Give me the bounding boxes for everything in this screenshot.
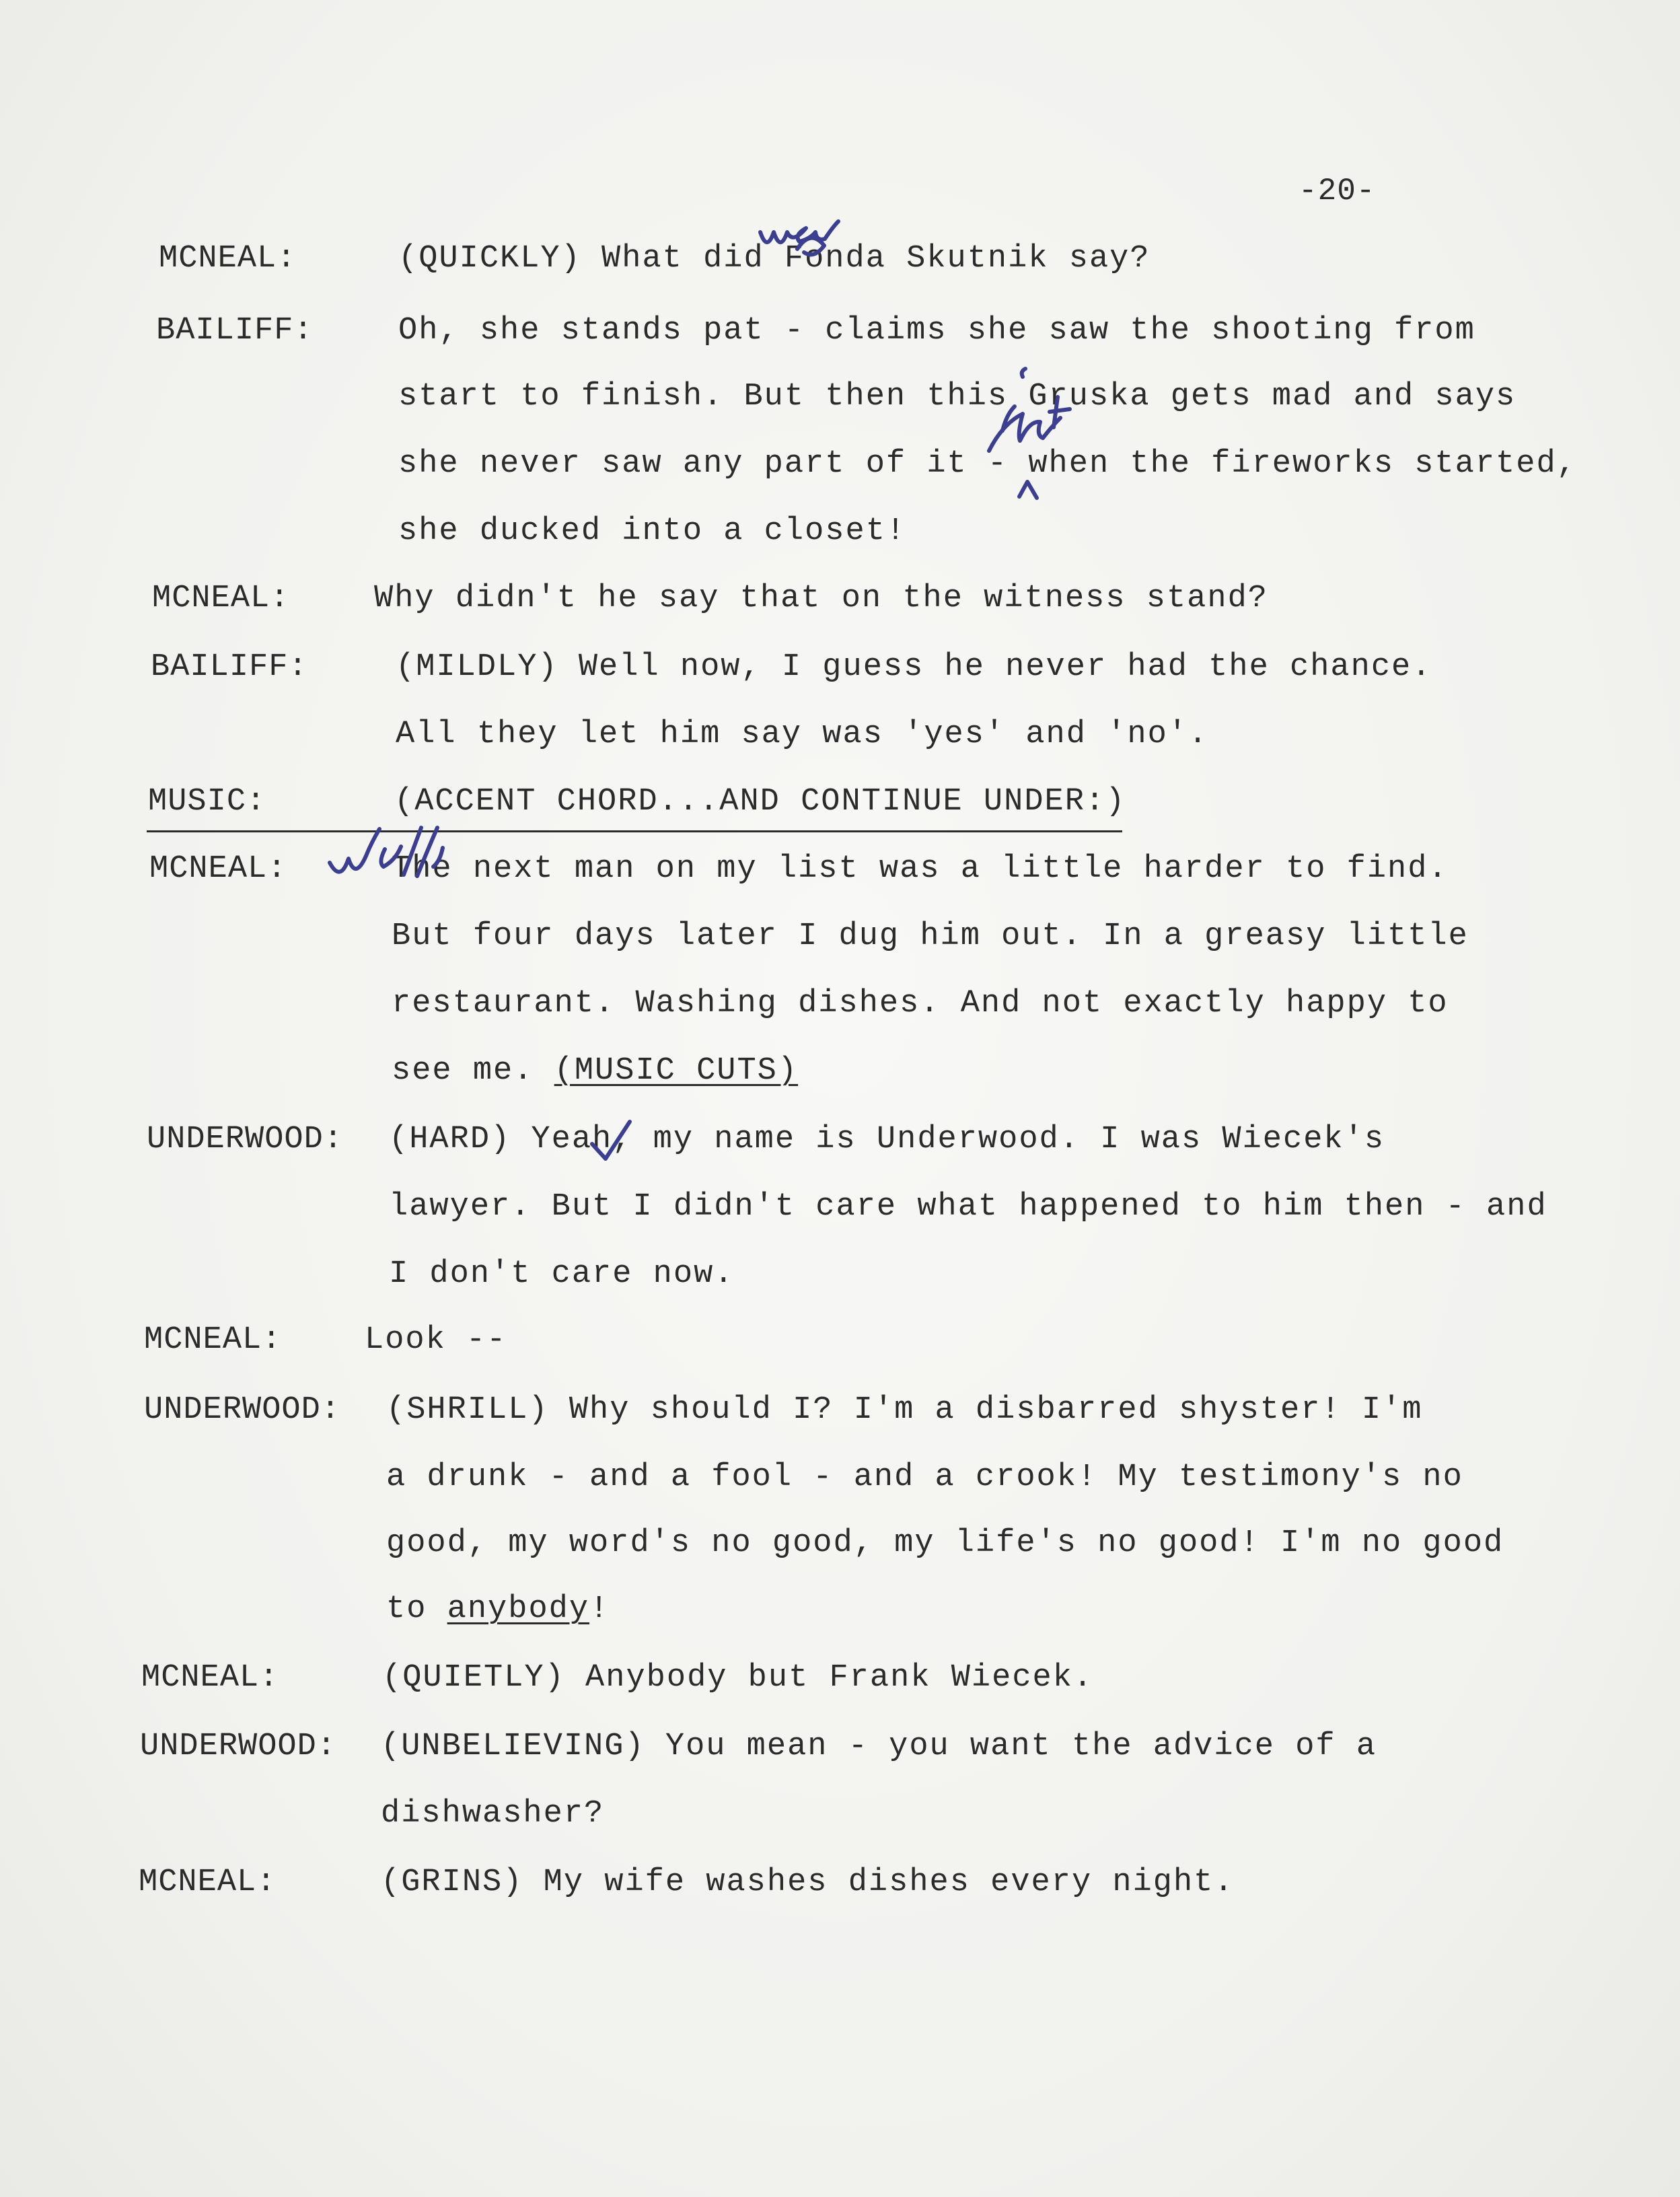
dialogue-line: (QUICKLY) What did Fonda Skutnik say? [398, 241, 1151, 277]
dialogue-line: But four days later I dug him out. In a greasy little [392, 919, 1469, 954]
dialogue-line: Oh, she stands pat - claims she saw the shooting from [398, 313, 1475, 349]
dialogue-line: good, my word's no good, my life's no good! I'm no good [386, 1525, 1504, 1561]
music-cue: (ACCENT CHORD...AND CONTINUE UNDER:) [394, 784, 1126, 820]
speaker-label: BAILIFF: [151, 649, 308, 685]
speaker-label: MCNEAL: [144, 1322, 282, 1358]
dialogue-line: (QUIETLY) Anybody but Frank Wiecek. [382, 1660, 1094, 1696]
dialogue-line: Why didn't he say that on the witness stand? [374, 581, 1269, 616]
dialogue-line: start to finish. But then this Gruska gets mad and says [398, 379, 1517, 415]
dialogue-text: ! [589, 1591, 610, 1627]
dialogue-line [392, 1051, 798, 1091]
underlined-word: anybody [447, 1591, 590, 1627]
speaker-label: MCNEAL: [149, 851, 287, 887]
dialogue-line: restaurant. Washing dishes. And not exactly happy to [392, 986, 1449, 1021]
dialogue-text: see me. [392, 1053, 554, 1089]
dialogue-line: lawyer. But I didn't care what happened to him then - and [389, 1189, 1547, 1225]
speaker-label: UNDERWOOD: [147, 1122, 344, 1157]
dialogue-line: All they let him say was 'yes' and 'no'. [396, 717, 1209, 752]
speaker-label: MCNEAL: [152, 581, 290, 616]
dialogue-line: (MILDLY) Well now, I guess he never had the chance. [396, 649, 1432, 685]
music-cuts-cue: (MUSIC CUTS) [554, 1053, 799, 1089]
dialogue-line: (SHRILL) Why should I? I'm a disbarred shyster! I'm [386, 1392, 1423, 1428]
dialogue-line: (GRINS) My wife washes dishes every night. [381, 1865, 1235, 1900]
page-number: -20- [1299, 174, 1376, 209]
dialogue-line: dishwasher? [381, 1796, 605, 1832]
speaker-label: MCNEAL: [159, 241, 297, 277]
speaker-label: UNDERWOOD: [140, 1729, 337, 1764]
dialogue-text: to [386, 1591, 447, 1627]
speaker-label: UNDERWOOD: [144, 1392, 341, 1428]
dialogue-line [386, 1589, 610, 1630]
dialogue-line: (UNBELIEVING) You mean - you want the advice of a [381, 1729, 1377, 1764]
speaker-label: MCNEAL: [141, 1660, 279, 1696]
dialogue-line: The next man on my list was a little harder to find. [392, 851, 1449, 887]
dialogue-line: (HARD) Yeah, my name is Underwood. I was Wiecek's [389, 1122, 1385, 1157]
speaker-label: MCNEAL: [139, 1865, 277, 1900]
music-cue-label: MUSIC: [148, 784, 266, 820]
dialogue-line: Look -- [365, 1322, 507, 1358]
dialogue-line: she never saw any part of it - when the fireworks started, [398, 446, 1577, 482]
dialogue-line: I don't care now. [389, 1256, 735, 1292]
dialogue-line: she ducked into a closet! [398, 513, 907, 549]
music-underline [147, 830, 1122, 832]
speaker-label: BAILIFF: [156, 313, 314, 349]
dialogue-line: a drunk - and a fool - and a crook! My testimony's no [386, 1460, 1463, 1495]
